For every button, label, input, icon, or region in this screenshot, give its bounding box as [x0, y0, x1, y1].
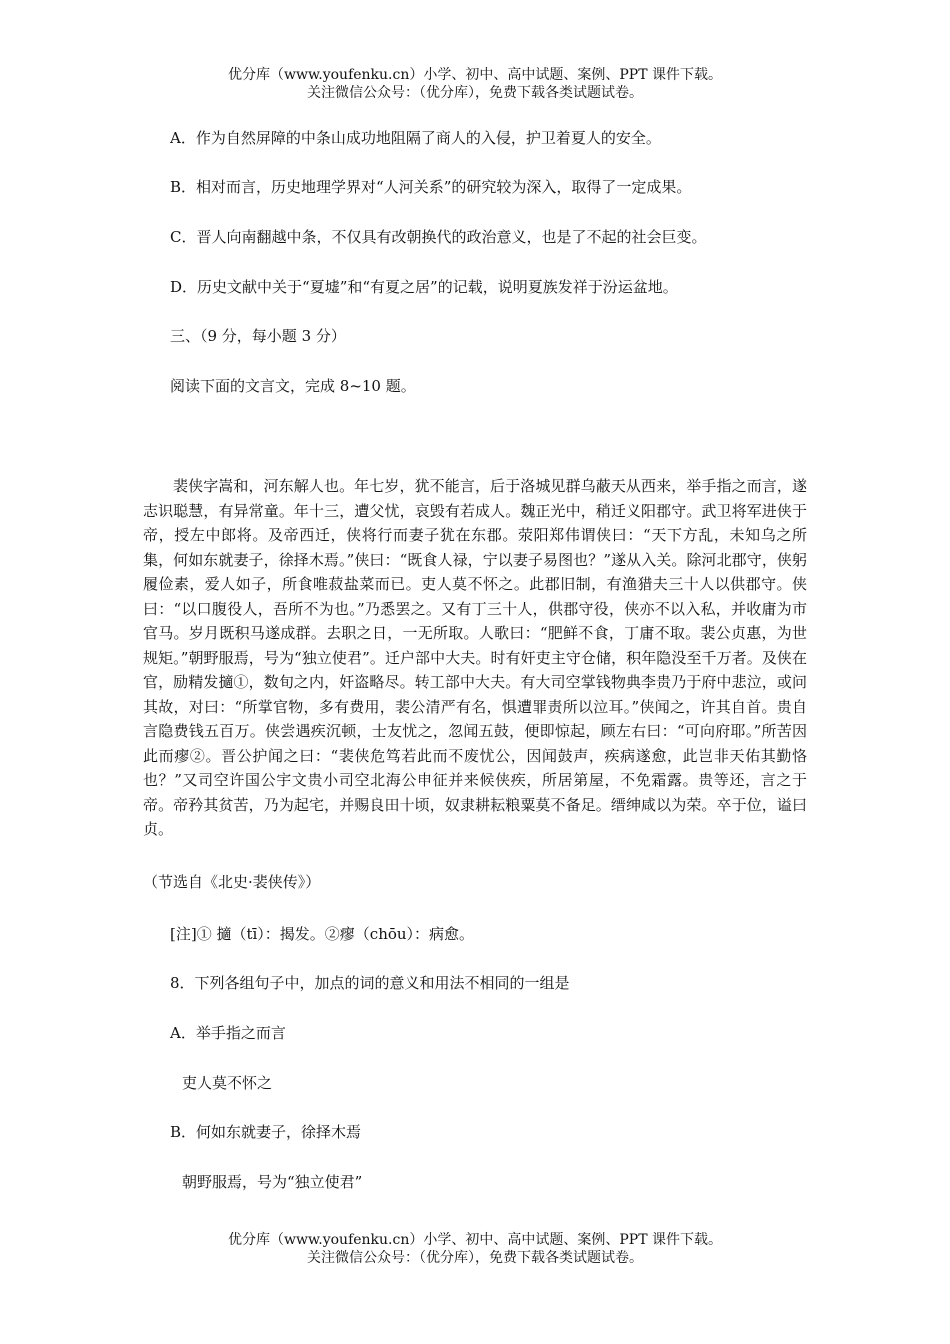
- question-8-option-b: B．何如东就妻子，徐择木焉: [170, 1123, 362, 1141]
- question-8-option-a-second: 吏人莫不怀之: [182, 1074, 273, 1092]
- option-d: D．历史文献中关于“夏墟”和“有夏之居”的记载，说明夏族发祥于汾运盆地。: [170, 278, 678, 296]
- question-8-option-a: A．举手指之而言: [170, 1024, 286, 1042]
- section-3-instruction: 阅读下面的文言文，完成 8~10 题。: [170, 377, 416, 395]
- option-a: A．作为自然屏障的中条山成功地阻隔了商人的入侵，护卫着夏人的安全。: [170, 129, 661, 147]
- passage-source: （节选自《北史·裴侠传》）: [143, 873, 321, 891]
- question-8-option-b-second: 朝野服焉，号为“独立使君”: [182, 1173, 363, 1191]
- header-line-1: 优分库（www.youfenku.cn）小学、初中、高中试题、案例、PPT 课件下载。: [227, 67, 722, 83]
- footer-line-2: 关注微信公众号：（优分库），免费下载各类试题试卷。: [307, 1250, 643, 1266]
- section-3-heading: 三、（9 分，每小题 3 分）: [170, 327, 346, 345]
- option-c: C．晋人向南翻越中条，不仅具有改朝换代的政治意义，也是了不起的社会巨变。: [170, 228, 707, 246]
- classical-passage: 裴侠字嵩和，河东解人也。年七岁，犹不能言，后于洛城见群乌蔽天从西来，举手指之而言，遂志识聪慧，有异常童。年十三，遭父忧，哀毁有若成人。魏正光中，稍迁义阳郡守。武卫将军进侠于帝，授左中郎将。及帝西迁，侠将行而妻子犹在东郡。荥阳郑伟谓侠曰：“天下方乱，未知乌之所集，何如东就妻子，徐择木焉。”侠曰：“既食人禄，宁以妻子易图也？”遂从入关。除河北郡守，侠躬履俭素，爱人如子，所食唯菽盐菜而已。吏人莫不怀之。此郡旧制，有渔猎夫三十人以供郡守。侠曰：“以口腹役人，吾所不为也。”乃悉罢之。又有丁三十人，供郡守役，侠亦不以入私，并收庸为市官马。岁月既积马遂成群。去职之日，一无所取。人歌曰：“肥鲜不食，丁庸不取。裴公贞惠，为世规矩。”朝野服焉，号为“独立使君”。迁户部中大夫。时有奸吏主守仓储，积年隐没至千万者。及侠在官，励精发擿①，数旬之内，奸盗略尽。转工部中大夫。有大司空掌钱物典李贵乃于府中悲泣，或问其故，对曰：“所掌官物，多有费用，裴公清严有名，惧遭罪责所以泣耳。”侠闻之，许其自首。贵自言隐费钱五百万。侠尝遇疾沉顿，士友忧之，忽闻五鼓，便即惊起，顾左右曰：“可向府耶。”所苦因此而瘳②。晋公护闻之曰：“裴侠危笃若此而不废忧公，因闻鼓声，疾病遂愈，此岂非天佑其勤恪也？”又司空许国公宇文贵小司空北海公申征并来候侠疾，所居第屋，不免霜露。贵等还，言之于帝。帝矜其贫苦，乃为起宅，并赐良田十顷，奴隶耕耘粮粟莫不备足。缙绅咸以为荣。卒于位，谥曰贞。: [143, 477, 807, 838]
- annotation-note: [注]① 擿（tī）：揭发。②瘳（chōu）：病愈。: [170, 925, 475, 943]
- header-line-2: 关注微信公众号：（优分库），免费下载各类试题试卷。: [307, 85, 643, 101]
- footer-line-1: 优分库（www.youfenku.cn）小学、初中、高中试题、案例、PPT 课件下载。: [227, 1232, 722, 1248]
- option-b: B．相对而言，历史地理学界对“人河关系”的研究较为深入，取得了一定成果。: [170, 178, 692, 196]
- question-8-stem: 8．下列各组句子中，加点的词的意义和用法不相同的一组是: [170, 974, 570, 992]
